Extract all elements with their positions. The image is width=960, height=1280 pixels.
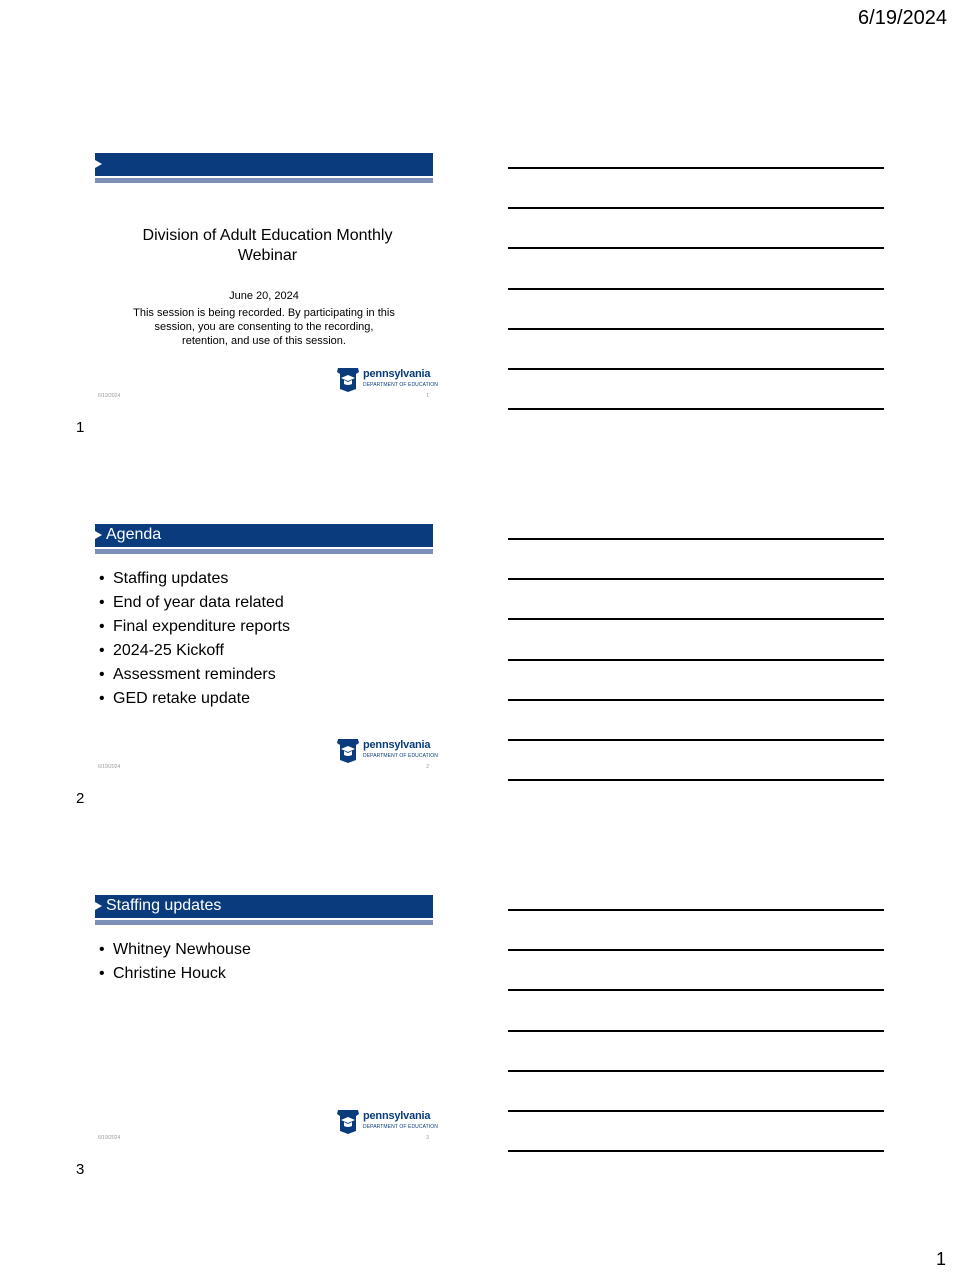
list-item-text: Final expenditure reports bbox=[113, 618, 290, 635]
bullet-dot-icon: • bbox=[99, 666, 105, 683]
list-item-text: Christine Houck bbox=[113, 965, 226, 982]
slide-1 bbox=[95, 153, 438, 407]
list-item-text: 2024-25 Kickoff bbox=[113, 642, 224, 659]
slide-index: 2 bbox=[76, 790, 85, 807]
note-line bbox=[508, 1070, 884, 1072]
list-item bbox=[99, 687, 290, 711]
note-line bbox=[508, 247, 884, 249]
list-item bbox=[99, 615, 290, 639]
logo-brand-text: pennsylvania bbox=[363, 368, 431, 380]
bullet-dot-icon: • bbox=[99, 594, 105, 611]
slide-title: Agenda bbox=[106, 526, 162, 543]
list-item-text: GED retake update bbox=[113, 690, 250, 707]
cover-date: June 20, 2024 bbox=[229, 290, 299, 302]
slide-footer-number: 2 bbox=[426, 764, 429, 770]
slide-banner bbox=[95, 895, 433, 918]
note-line bbox=[508, 1030, 884, 1032]
note-line bbox=[508, 989, 884, 991]
slide-banner bbox=[95, 524, 433, 547]
banner-stripe bbox=[95, 178, 433, 183]
list-item-text: End of year data related bbox=[113, 594, 284, 611]
pa-education-logo bbox=[336, 367, 438, 393]
bullet-dot-icon: • bbox=[99, 965, 105, 982]
recording-notice: This session is being recorded. By participating in this session, you are consenting to the recording, retention, and use of this session. bbox=[133, 307, 395, 347]
slide-3 bbox=[95, 895, 438, 1149]
staffing-list bbox=[99, 938, 251, 986]
page-number: 1 bbox=[935, 1249, 946, 1269]
slide-footer-date: 6/19/2024 bbox=[98, 764, 121, 770]
slide-footer-number: 1 bbox=[426, 393, 429, 399]
list-item bbox=[99, 639, 290, 663]
note-line bbox=[508, 288, 884, 290]
list-item-text: Whitney Newhouse bbox=[113, 941, 251, 958]
page-date: 6/19/2024 bbox=[858, 7, 947, 29]
cover-title: Division of Adult Education Monthly Webinar bbox=[142, 227, 393, 264]
slide-footer-number: 3 bbox=[426, 1135, 429, 1141]
note-line bbox=[508, 618, 884, 620]
note-line bbox=[508, 779, 884, 781]
note-line bbox=[508, 368, 884, 370]
bullet-dot-icon: • bbox=[99, 570, 105, 587]
note-line bbox=[508, 699, 884, 701]
keystone-emblem-icon bbox=[336, 367, 360, 393]
list-item-text: Assessment reminders bbox=[113, 666, 276, 683]
slide-title: Staffing updates bbox=[106, 897, 222, 914]
slide-footer-date: 6/19/2024 bbox=[98, 393, 121, 399]
list-item bbox=[99, 591, 290, 615]
arrow-icon bbox=[95, 531, 102, 539]
banner-stripe bbox=[95, 549, 433, 554]
logo-dept-text: DEPARTMENT OF EDUCATION bbox=[363, 753, 438, 759]
keystone-emblem-icon bbox=[336, 738, 360, 764]
note-line bbox=[508, 739, 884, 741]
logo-brand-text: pennsylvania bbox=[363, 1110, 431, 1122]
list-item bbox=[99, 567, 290, 591]
list-item bbox=[99, 962, 251, 986]
list-item bbox=[99, 663, 290, 687]
bullet-dot-icon: • bbox=[99, 618, 105, 635]
slide-banner bbox=[95, 153, 433, 176]
note-line bbox=[508, 1110, 884, 1112]
note-line bbox=[508, 538, 884, 540]
slide-footer-date: 6/19/2024 bbox=[98, 1135, 121, 1141]
note-line bbox=[508, 167, 884, 169]
logo-dept-text: DEPARTMENT OF EDUCATION bbox=[363, 382, 438, 388]
keystone-emblem-icon bbox=[336, 1109, 360, 1135]
logo-brand-text: pennsylvania bbox=[363, 739, 431, 751]
agenda-list bbox=[99, 567, 290, 711]
bullet-dot-icon: • bbox=[99, 941, 105, 958]
note-line bbox=[508, 659, 884, 661]
bullet-dot-icon: • bbox=[99, 690, 105, 707]
banner-stripe bbox=[95, 920, 433, 925]
arrow-icon bbox=[95, 902, 102, 910]
slide-index: 1 bbox=[76, 419, 85, 436]
arrow-icon bbox=[95, 160, 102, 168]
slide-index: 3 bbox=[76, 1161, 85, 1178]
bullet-dot-icon: • bbox=[99, 642, 105, 659]
note-line bbox=[508, 909, 884, 911]
pa-education-logo bbox=[336, 738, 438, 764]
note-line bbox=[508, 328, 884, 330]
list-item bbox=[99, 938, 251, 962]
note-line bbox=[508, 408, 884, 410]
note-line bbox=[508, 207, 884, 209]
logo-dept-text: DEPARTMENT OF EDUCATION bbox=[363, 1124, 438, 1130]
pa-education-logo bbox=[336, 1109, 438, 1135]
note-line bbox=[508, 578, 884, 580]
note-line bbox=[508, 949, 884, 951]
slide-2 bbox=[95, 524, 438, 778]
note-line bbox=[508, 1150, 884, 1152]
list-item-text: Staffing updates bbox=[113, 570, 229, 587]
